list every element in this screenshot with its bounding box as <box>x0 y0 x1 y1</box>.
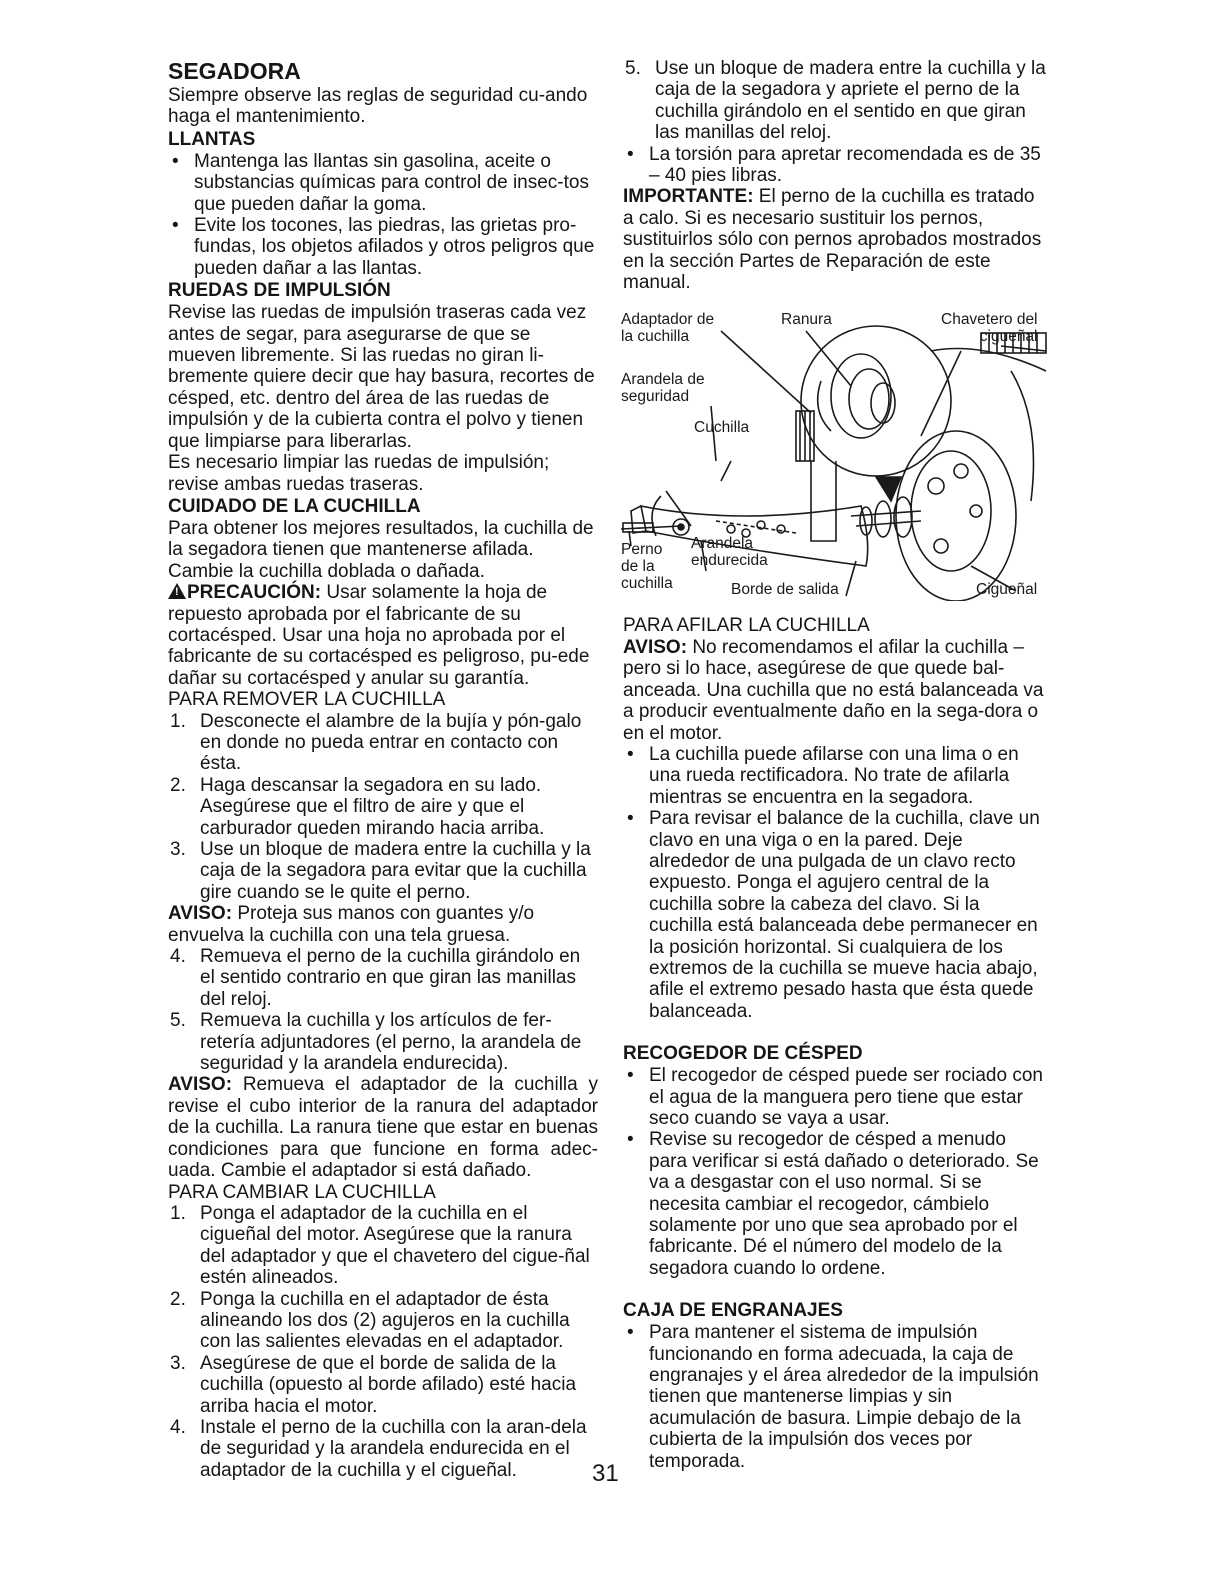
label-chavetero: Chavetero del cigueñal <box>941 311 1038 346</box>
list-item: • Mantenga las llantas sin gasolina, aceite o substancias químicas para control de insec-tos que pueden dañar la goma. <box>168 151 598 215</box>
subheading-cambiar: PARA CAMBIAR LA CUCHILLA <box>168 1181 436 1203</box>
list-item: 4. Remueva el perno de la cuchilla girándolo en el sentido contrario en que giran las manillas del reloj. <box>170 946 581 1010</box>
list-item: 5. Use un bloque de madera entre la cuchilla y la caja de la segadora y apriete el perno de la cuchilla girándolo en el sentido en que giran las manillas del reloj. <box>625 58 1046 144</box>
llantas-list <box>168 151 598 279</box>
list-item: 2. Haga descansar la segadora en su lado. Asegúrese que el filtro de aire y que el carburador queden mirando hacia arriba. <box>170 774 545 839</box>
list-item: 2. Ponga la cuchilla en el adaptador de ésta alineando los dos (2) agujeros en la cuchilla con las salientes elevadas en el adaptador. <box>170 1288 570 1353</box>
aviso-afilar: AVISO: No recomendamos el afilar la cuchilla – pero si lo hace, asegúrese de que quede bal-anceada. Una cuchilla que no está balanceada va a producir eventualmente daño en la sega-dora o en el motor. <box>623 636 1044 744</box>
list-item: • La cuchilla puede afilarse con una lima o en una rueda rectificadora. No trate de afilarla mientras se encuentra en la segadora. <box>623 744 1048 808</box>
heading-ruedas: RUEDAS DE IMPULSIÓN <box>168 280 391 302</box>
precaucion-paragraph <box>168 582 598 689</box>
label-borde-salida: Borde de salida <box>731 581 839 599</box>
list-item: 3. Use un bloque de madera entre la cuchilla y la caja de la segadora para evitar que la cuchilla gire cuando se le quite el perno. <box>170 839 591 903</box>
list-item: • La torsión para apretar recomendada es de 35 – 40 pies libras. <box>623 144 1048 187</box>
remover-steps-b <box>168 946 598 1074</box>
torsion-list <box>623 144 1048 187</box>
blade-diagram-drawing <box>621 311 1051 601</box>
label-arandela-seguridad: Arandela de seguridad <box>621 371 705 406</box>
cambiar-steps <box>168 1203 598 1481</box>
intro-text: Siempre observe las reglas de seguridad cu-ando haga el mantenimiento. <box>168 85 588 128</box>
right-column <box>623 58 1048 1472</box>
cambiar-step-5 <box>623 58 1048 144</box>
precaucion-text: Usar solamente la hoja de repuesto aprobada por el fabricante de su cortacésped. Usar una hoja no aprobada por el fabricante de su cortacésped es peligroso, pu-ede dañar su cortacésped y anular su garantía. <box>168 582 590 689</box>
label-adaptador: Adaptador de la cuchilla <box>621 311 715 346</box>
warning-icon: ! <box>168 583 186 599</box>
blade-assembly-diagram <box>621 311 1051 601</box>
list-item: • Para mantener el sistema de impulsión funcionando en forma adecuada, la caja de engranajes y el área alrededor de la impulsión tienen que mantenerse limpias y sin acumulación de basura. Limpie debajo de la cubierta de la impulsión dos veces por temporada. <box>623 1322 1048 1472</box>
label-cuchilla: Cuchilla <box>694 419 750 437</box>
section-title-segadora: SEGADORA <box>168 58 301 84</box>
remover-steps-a <box>168 711 598 904</box>
ruedas-paragraph-1: Revise las ruedas de impulsión traseras cada vez antes de segar, para asegurarse de que se mueven libremente. Si las ruedas no giran li-bremente quiere decir que hay basura, recortes de césped, etc. dentro del área de las ruedas de impulsión y de la cubierta contra el polvo y tienen que limpiarse para liberarlas. <box>168 302 595 452</box>
precaucion-label: PRECAUCIÓN: <box>187 582 322 604</box>
subheading-afilar: PARA AFILAR LA CUCHILLA <box>623 615 870 637</box>
caja-list <box>623 1322 1048 1472</box>
left-column <box>168 58 598 1481</box>
list-item: 3. Asegúrese de que el borde de salida de la cuchilla (opuesto al borde afilado) esté hacia arriba hacia el motor. <box>170 1352 577 1417</box>
importante-paragraph: IMPORTANTE: El perno de la cuchilla es tratado a calo. Si es necesario sustituir los pernos, sustituirlos sólo con pernos aprobados mostrados en la sección Partes de Reparación de este manual. <box>623 186 1042 294</box>
list-item: 1. Desconecte el alambre de la bujía y pón-galo en donde no pueda entrar en contacto con ésta. <box>170 710 582 775</box>
spacer <box>623 1279 1048 1299</box>
heading-caja: CAJA DE ENGRANAJES <box>623 1300 843 1322</box>
label-perno: Perno de la cuchilla <box>621 541 673 593</box>
list-item: 4. Instale el perno de la cuchilla con la aran-dela de seguridad y la arandela endurecida en el adaptador de la cuchilla y el cigueñal. <box>170 1416 587 1481</box>
cuidado-paragraph: Para obtener los mejores resultados, la cuchilla de la segadora tienen que mantenerse afilada. Cambie la cuchilla doblada o dañada. <box>168 517 594 582</box>
list-item: • Revise su recogedor de césped a menudo para verificar si está dañado o deteriorado. Se va a desgastar con el uso normal. Si se necesita cambiar el recogedor, cámbielo solamente por uno que sea aprobado por el fabricante. Dé el número del modelo de la segadora cuando lo ordene. <box>623 1129 1048 1279</box>
list-item: 1. Ponga el adaptador de la cuchilla en el cigueñal del motor. Asegúrese que la ranura del adaptador y que el chavetero del cigue-ñal estén alineados. <box>170 1202 590 1289</box>
heading-recogedor: RECOGEDOR DE CÉSPED <box>623 1043 863 1065</box>
list-item: • Para revisar el balance de la cuchilla, clave un clavo en una viga o en la pared. Deje alrededor de una pulgada de un clavo recto expuesto. Ponga el agujero central de la cuchilla sobre la cabeza del clavo. Si la cuchilla está balanceada debe permanecer en la posición horizontal. Si cualquiera de los extremos de la cuchilla se mueve hacia abajo, afile el extremo pesado hasta que ésta quede balanceada. <box>623 808 1048 1022</box>
spacer <box>623 1022 1048 1042</box>
list-item: 5. Remueva la cuchilla y los artículos de fer-retería adjuntadores (el perno, la arandela de seguridad y la arandela endurecida). <box>170 1010 582 1075</box>
recogedor-list <box>623 1065 1048 1279</box>
aviso-adaptador: AVISO: Remueva el adaptador de la cuchilla y revise el cubo interior de la ranura del adaptador de la cuchilla. La ranura tiene que estar en buenas condiciones para que funcione en forma adec-uada. Cambie el adaptador si está dañado. <box>168 1074 598 1182</box>
afilar-list <box>623 744 1048 1022</box>
heading-cuidado: CUIDADO DE LA CUCHILLA <box>168 495 421 517</box>
aviso-guantes: AVISO: Proteja sus manos con guantes y/o envuelva la cuchilla con una tela gruesa. <box>168 903 535 946</box>
page-number: 31 <box>592 1460 619 1487</box>
subheading-remover: PARA REMOVER LA CUCHILLA <box>168 689 446 711</box>
list-item: • El recogedor de césped puede ser rociado con el agua de la manguera pero tiene que estar seco cuando se vaya a usar. <box>623 1065 1048 1129</box>
label-arandela-endurecida: Arandela endurecida <box>691 535 768 570</box>
ruedas-paragraph-2: Es necesario limpiar las ruedas de impulsión; revise ambas ruedas traseras. <box>168 452 550 495</box>
label-ranura: Ranura <box>781 311 832 329</box>
heading-llantas: LLANTAS <box>168 128 256 150</box>
label-ciguenal: Cigueñal <box>976 581 1038 599</box>
list-item: • Evite los tocones, las piedras, las grietas pro-fundas, los objetos afilados y otros peligros que pueden dañar a las llantas. <box>168 215 598 279</box>
